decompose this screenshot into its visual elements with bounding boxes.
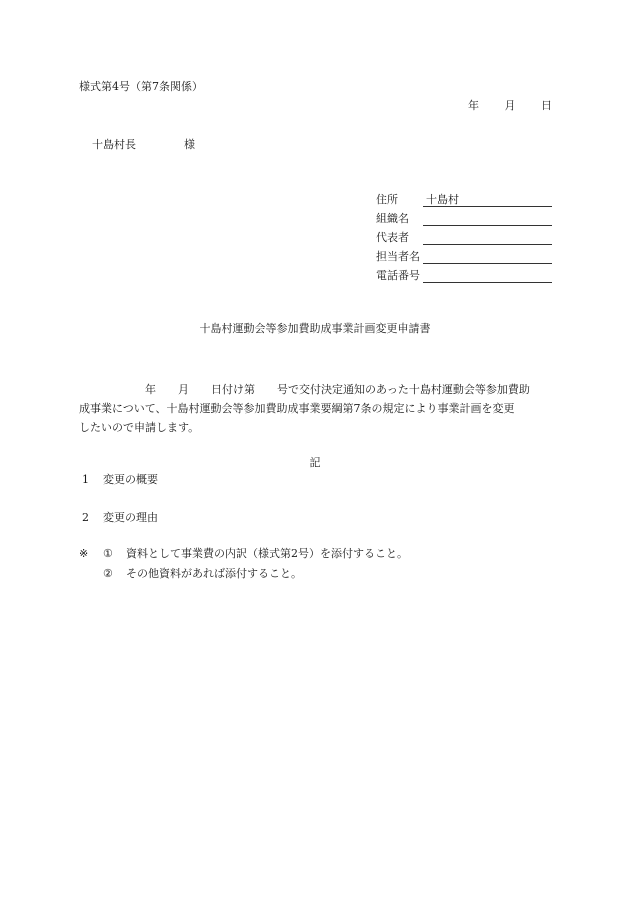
- applicant-phone-row: [376, 270, 552, 289]
- date-year-label: 年: [468, 99, 479, 112]
- applicant-address-value: 十島村: [426, 193, 459, 206]
- body-line-2: 成事業について、十島村運動会等参加費助成事業要綱第7条の規定により事業計画を変更: [79, 402, 515, 415]
- note-number: ②: [103, 567, 113, 580]
- ki-heading: 記: [309, 456, 321, 469]
- applicant-address-underline: [423, 206, 552, 207]
- body-line-3: したいので申請します。: [79, 421, 200, 434]
- item-number: 1: [82, 473, 89, 486]
- body-line-1: 年 月 日付け第 号で交付決定通知のあった十島村運動会等参加費助: [79, 383, 530, 396]
- applicant-phone-underline: [423, 282, 552, 283]
- applicant-representative-row: [376, 232, 552, 251]
- applicant-block: [376, 194, 552, 289]
- item-change-summary: [82, 474, 158, 485]
- applicant-organization-label: 組織名: [376, 212, 409, 225]
- item-label: 変更の理由: [103, 511, 158, 524]
- applicant-contact-person-label: 担当者名: [376, 250, 420, 263]
- note-number: ①: [103, 547, 113, 560]
- addressee-honorific: 様: [184, 138, 195, 151]
- item-label: 変更の概要: [103, 473, 158, 486]
- applicant-address-label: 住所: [376, 193, 398, 206]
- note-text: その他資料があれば添付すること。: [126, 567, 302, 580]
- addressee: [92, 138, 195, 151]
- item-change-reason: [82, 512, 158, 523]
- addressee-name: 十島村長: [92, 138, 136, 151]
- body-paragraph: [79, 380, 555, 437]
- date-line: [468, 100, 552, 111]
- date-month-label: 月: [504, 99, 516, 112]
- date-day-label: 日: [541, 99, 552, 112]
- applicant-organization-row: [376, 213, 552, 232]
- applicant-contact-person-row: [376, 251, 552, 270]
- applicant-organization-underline: [423, 225, 552, 226]
- applicant-representative-label: 代表者: [376, 231, 409, 244]
- document-title: 十島村運動会等参加費助成事業計画変更申請書: [199, 322, 431, 335]
- applicant-phone-label: 電話番号: [376, 269, 420, 282]
- note-text: 資料として事業費の内訳（様式第2号）を添付すること。: [126, 547, 408, 560]
- applicant-address-row: [376, 194, 552, 213]
- form-number: 様式第4号（第7条関係）: [79, 80, 203, 93]
- item-number: 2: [82, 511, 89, 524]
- reference-mark-icon: ※: [79, 547, 89, 560]
- applicant-representative-underline: [423, 244, 552, 245]
- applicant-contact-person-underline: [423, 263, 552, 264]
